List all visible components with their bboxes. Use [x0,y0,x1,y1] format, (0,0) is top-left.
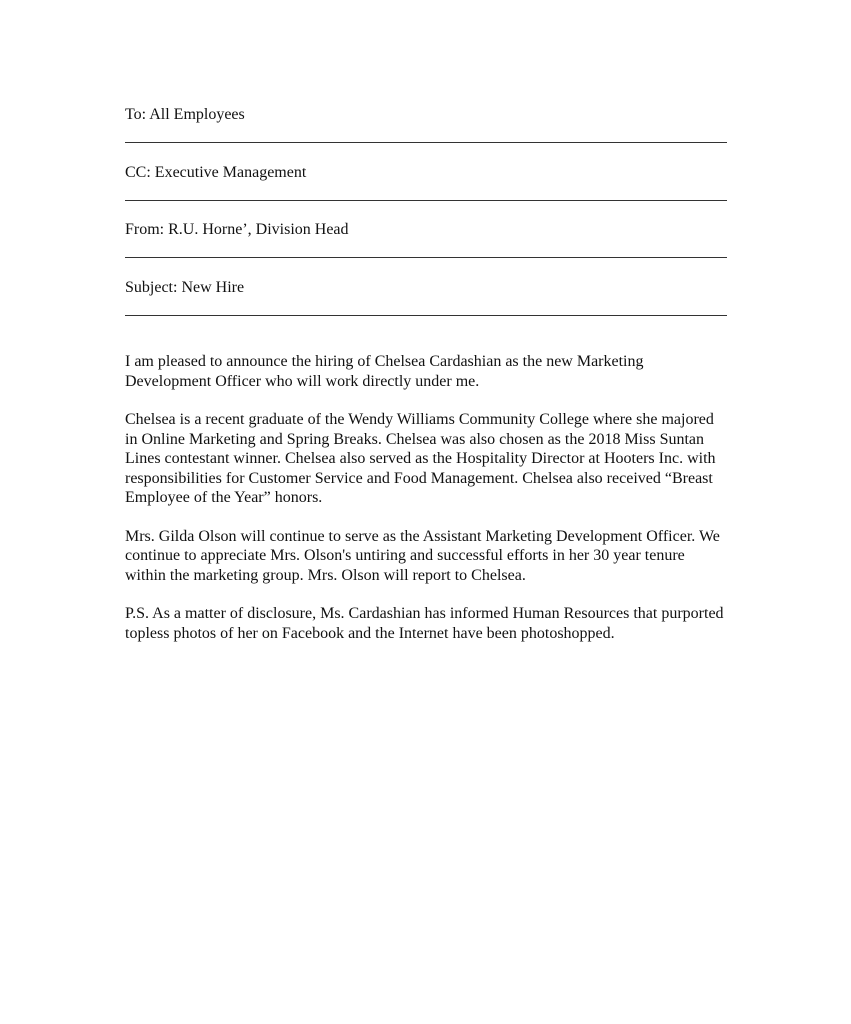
subject-row [125,277,727,335]
cc-row [125,162,727,220]
to-row [125,104,727,162]
paragraph-postscript: P.S. As a matter of disclosure, Ms. Cardashian has informed Human Resources that purported topless photos of her on Facebook and the Internet have been photoshopped. [125,605,724,642]
subject-divider [125,315,727,316]
from-row [125,219,727,277]
memo-body [125,352,727,662]
from-divider [125,257,727,258]
memo-header [125,104,727,334]
cc-divider [125,200,727,201]
paragraph-assistant: Mrs. Gilda Olson will continue to serve as the Assistant Marketing Development Officer. We continue to appreciate Mrs. Olson's untiring and successful efforts in her 30 year tenure within the marketing group. Mrs. Olson will report to Chelsea. [125,527,720,584]
paragraph-announcement: I am pleased to announce the hiring of Chelsea Cardashian as the new Marketing Development Officer who will work directly under me. [125,353,644,390]
to-line: To: All Employees [125,106,245,123]
cc-line: CC: Executive Management [125,163,307,181]
paragraph-background: Chelsea is a recent graduate of the Wendy Williams Community College where she majored in Online Marketing and Spring Breaks. Chelsea was also chosen as the 2018 Miss Suntan Lines contestant winner. Chelsea also served as the Hospitality Director at Hooters Inc. with responsibilities for Customer Service and Food Management. Chelsea also received “Breast Employee of the Year” honors. [125,411,716,506]
to-divider [125,142,727,143]
subject-line: Subject: New Hire [125,278,245,296]
from-line: From: R.U. Horne’, Division Head [125,221,349,238]
